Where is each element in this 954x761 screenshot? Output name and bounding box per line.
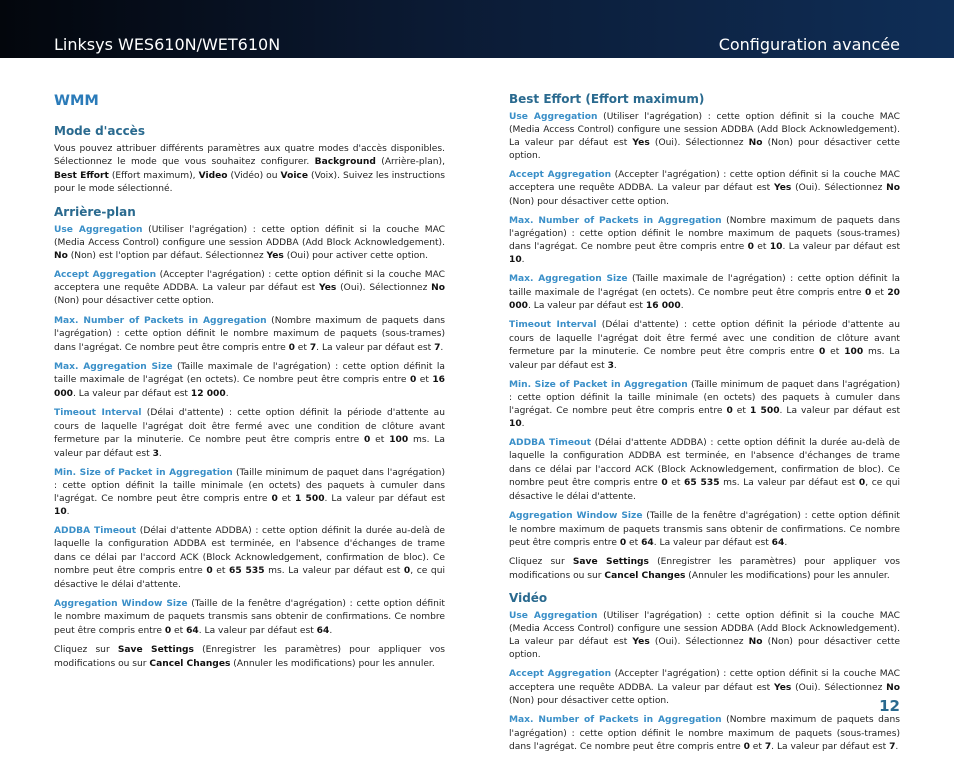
left-column	[54, 92, 445, 677]
section-heading-wmm: WMM	[54, 93, 99, 109]
subheading-access-mode: Mode d'accès	[54, 124, 145, 138]
right-column	[509, 92, 900, 761]
paragraph-max-packets: Max. Number of Packets in Aggregation (Nombre maximum de paquets dans l'agrégation) : cette option définit le nombre maximum de paquets (sous-trames) dans l'agrégat. Ce nombre peut être compris entre 0 et 7. La valeur par défaut est 7.	[54, 315, 445, 353]
chapter-title: Configuration avancée	[718, 35, 900, 54]
paragraph-max-size: Max. Aggregation Size (Taille maximale de l'agrégation) : cette option définit la taille maximale de l'agrégat (en octets). Ce nombre peut être compris entre 0 et 16 000. La valeur par défaut est 12 000.	[54, 362, 445, 399]
paragraph-window-size: Aggregation Window Size (Taille de la fenêtre d'agrégation) : cette option définit le nombre maximum de paquets transmis sans obtenir de confirmations. Ce nombre peut être compris entre 0 et 64. La valeur par défaut est 64.	[54, 598, 445, 636]
paragraph-min-size: Min. Size of Packet in Aggregation (Taille minimum de paquet dans l'agrégation) : cette option définit la taille minimale (en octets) des paquets à cumuler dans l'agrégat. Ce nombre peut être compris entre 0 et 1 500. La valeur par défaut est 10.	[509, 380, 901, 430]
paragraph-use-aggregation: Use Aggregation (Utiliser l'agrégation) : cette option définit si la couche MAC (Media Access Control) configure une session ADDBA (Add Block Acknowledgement). La valeur par défaut est Yes (Oui). Sélectionnez No (Non) pour désactiver cette option.	[509, 112, 901, 161]
paragraph-addba-timeout: ADDBA Timeout (Délai d'attente ADDBA) : cette option définit la durée au-delà de laquelle la configuration ADDBA est terminée, en l'absence d'échanges de trame dans ce délai par l'accord ACK (Block Acknowledgement, confirmation de bloc). Ce nombre peut être compris entre 0 et 65 535 ms. La valeur par défaut est 0, ce qui désactive le délai d'attente.	[509, 438, 900, 502]
paragraph-addba-timeout: ADDBA Timeout (Délai d'attente ADDBA) : cette option définit la durée au-delà de laquelle la configuration ADDBA est terminée, en l'absence d'échanges de trame dans ce délai par l'accord ACK (Block Acknowledgement, confirmation de bloc). Ce nombre peut être compris entre 0 et 65 535 ms. La valeur par défaut est 0, ce qui désactive le délai d'attente.	[54, 525, 445, 590]
paragraph-use-aggregation: Use Aggregation (Utiliser l'agrégation) : cette option définit si la couche MAC (Media Access Control) configure une session ADDBA (Add Block Acknowledgement). No (Non) est l'option par défaut. Sélectionnez Yes (Oui) pour activer cette option.	[54, 224, 446, 261]
paragraph-accept-aggregation: Accept Aggregation (Accepter l'agrégation) : cette option définit si la couche MAC acceptera une requête ADDBA. La valeur par défaut est Yes (Oui). Sélectionnez No (Non) pour désactiver cette option.	[54, 269, 445, 307]
product-title: Linksys WES610N/WET610N	[54, 35, 281, 54]
paragraph-min-size: Min. Size of Packet in Aggregation (Taille minimum de paquet dans l'agrégation) : cette option définit la taille minimale (en octets) des paquets à cumuler dans l'agrégat. Ce nombre peut être compris entre 0 et 1 500. La valeur par défaut est 10.	[54, 467, 446, 517]
subheading-background: Arrière-plan	[54, 204, 136, 219]
paragraph-video-use-aggregation: Use Aggregation (Utiliser l'agrégation) : cette option définit si la couche MAC (Media Access Control) configure une session ADDBA (Add Block Acknowledgement). La valeur par défaut est Yes (Oui). Sélectionnez No (Non) pour désactiver cette option.	[509, 611, 901, 661]
paragraph-accept-aggregation: Accept Aggregation (Accepter l'agrégation) : cette option définit si la couche MAC acceptera une requête ADDBA. La valeur par défaut est Yes (Oui). Sélectionnez No (Non) pour désactiver cette option.	[509, 170, 900, 207]
subheading-best-effort: Best Effort (Effort maximum)	[509, 92, 705, 106]
page-number: 12	[879, 697, 900, 715]
paragraph-max-size: Max. Aggregation Size (Taille maximale de l'agrégation) : cette option définit la taille maximale de l'agrégat (en octets). Ce nombre peut être compris entre 0 et 20 000. La valeur par défaut est 16 000.	[509, 274, 900, 312]
paragraph-video-accept-aggregation: Accept Aggregation (Accepter l'agrégation) : cette option définit si la couche MAC acceptera une requête ADDBA. La valeur par défaut est Yes (Oui). Sélectionnez No (Non) pour désactiver cette option.	[509, 669, 900, 706]
paragraph-max-packets: Max. Number of Packets in Aggregation (Nombre maximum de paquets dans l'agrégation) : cette option définit le nombre maximum de paquets (sous-trames) dans l'agrégat. Ce nombre peut être compris entre 0 et 10. La valeur par défaut est 10.	[509, 216, 901, 266]
paragraph-video-max-packets: Max. Number of Packets in Aggregation (Nombre maximum de paquets dans l'agrégation) : cette option définit le nombre maximum de paquets (sous-trames) dans l'agrégat. Ce nombre peut être compris entre 0 et 7. La valeur par défaut est 7.	[509, 715, 900, 753]
paragraph-timeout-interval: Timeout Interval (Délai d'attente) : cette option définit la période d'attente au cours de laquelle l'agrégat doit être fermé avec une condition de clôture avant fermeture par la minuterie. Ce nombre peut être compris entre 0 et 100 ms. La valeur par défaut est 3.	[54, 408, 445, 459]
subheading-video: Vidéo	[509, 591, 548, 606]
page-header	[0, 0, 954, 58]
paragraph-save-cancel: Cliquez sur Save Settings (Enregistrer les paramètres) pour appliquer vos modifications ou sur Cancel Changes (Annuler les modifications) pour les annuler.	[54, 645, 446, 669]
paragraph-access-mode: Vous pouvez attribuer différents paramètres aux quatre modes d'accès disponibles. Sélectionnez le mode que vous souhaitez configurer. Background (Arrière-plan), Best Effort (Effort maximum), Video (Vidéo) ou Voice (Voix). Suivez les instructions pour le mode sélectionné.	[54, 144, 446, 195]
paragraph-timeout-interval: Timeout Interval (Délai d'attente) : cette option définit la période d'attente au cours de laquelle l'agrégat doit être fermé avec une condition de clôture avant fermeture par la minuterie. Ce nombre peut être compris entre 0 et 100 ms. La valeur par défaut est 3.	[509, 320, 900, 371]
paragraph-window-size: Aggregation Window Size (Taille de la fenêtre d'agrégation) : cette option définit le nombre maximum de paquets transmis sans obtenir de confirmations. Ce nombre peut être compris entre 0 et 64. La valeur par défaut est 64.	[509, 511, 900, 548]
paragraph-save-cancel: Cliquez sur Save Settings (Enregistrer les paramètres) pour appliquer vos modifications ou sur Cancel Changes (Annuler les modifications) pour les annuler.	[509, 557, 901, 581]
